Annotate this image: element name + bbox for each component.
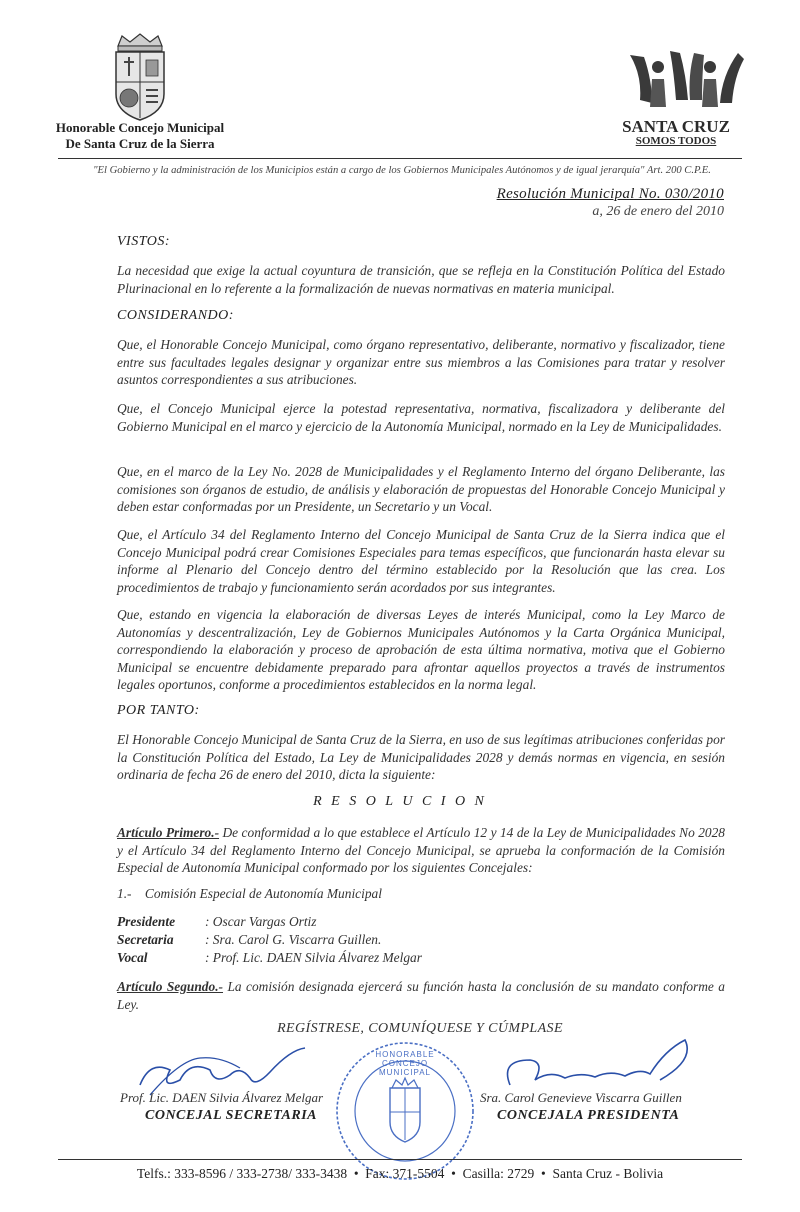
member-name: : Prof. Lic. DAEN Silvia Álvarez Melgar bbox=[205, 950, 422, 965]
considerando-paragraph: Que, el Artículo 34 del Reglamento Interno del Concejo Municipal de Santa Cruz de la Sierra indica que el Concejo Municipal podrá crear Comisiones Especiales para temas específicos, que funcionarán hasta elevar su informe al Plenario del Concejo dentro del término establecido por la Resolución que las crea. Los procedimientos de trabajo y funcionamiento serán acordados por sus integrantes. bbox=[117, 527, 725, 595]
council-crest bbox=[100, 32, 180, 124]
council-name-line1: Honorable Concejo Municipal bbox=[55, 120, 225, 135]
considerando-paragraph: Que, el Concejo Municipal ejerce la potestad representativa, normativa, fiscalizadora y deliberante del Gobierno Municipal en el marco y ejercicio de la Autonomía Municipal, normado en la Ley de Municipalidades. bbox=[117, 401, 725, 434]
member-role: Presidente bbox=[117, 914, 176, 929]
considerando-paragraph: Que, el Honorable Concejo Municipal, como órgano representativo, deliberante, normativo y fiscalizador, tiene entre sus facultades legales designar y organizar entre sus miembros a las Comisiones para tratar y resolver asuntos correspondientes a sus atribuciones. bbox=[117, 337, 725, 388]
commission-item: 1.- Comisión Especial de Autonomía Municipal bbox=[117, 886, 382, 901]
por-tanto-heading: POR TANTO: bbox=[117, 703, 200, 718]
closing-formula: REGÍSTRESE, COMUNÍQUESE Y CÚMPLASE bbox=[277, 1021, 563, 1036]
article-one bbox=[117, 824, 725, 877]
left-signatory-name: Prof. Lic. DAEN Silvia Álvarez Melgar bbox=[120, 1090, 324, 1105]
member-row-secretary bbox=[117, 932, 381, 948]
member-name: : Sra. Carol G. Viscarra Guillen. bbox=[205, 932, 382, 947]
footer-divider bbox=[58, 1159, 742, 1160]
article-one-text: De conformidad a lo que establece el Artículo 12 y 14 de la Ley de Municipalidades No 2028 y el Artículo 34 del Reglamento Interno del Concejo Municipal, se aprueba la conformación de la Comisión Especial de Autonomía Municipal conformado por los siguientes Concejales: bbox=[117, 825, 725, 876]
resolution-date: a, 26 de enero del 2010 bbox=[592, 204, 724, 219]
por-tanto-text: El Honorable Concejo Municipal de Santa Cruz de la Sierra, en uso de sus legítimas atribuciones conferidas por la Constitución Política del Estado, La Ley de Municipalidades 2028 y demás normas en vigencia, en sesión ordinaria de fecha 26 de enero del 2010, dicta la siguiente: bbox=[117, 732, 725, 783]
resolution-number: Resolución Municipal No. 030/2010 bbox=[496, 186, 724, 202]
crest-icon bbox=[100, 32, 180, 124]
considerando-paragraph: Que, en el marco de la Ley No. 2028 de Municipalidades y el Reglamento Interno del órgano Deliberante, las comisiones son órganos de estudio, de análisis y elaboración de propuestas del Honorable Concejo Municipal y deben estar conformadas por un Presidente, un Secretario y un Vocal. bbox=[117, 464, 725, 515]
santa-cruz-logo bbox=[618, 45, 748, 155]
member-name: : Oscar Vargas Ortiz bbox=[205, 914, 317, 929]
article-two bbox=[117, 978, 725, 1013]
vistos-heading: VISTOS: bbox=[117, 234, 171, 249]
constitution-quote: "El Gobierno y la administración de los Municipios están a cargo de los Gobiernos Municipales Autónomos y de igual jerarquía" Art. 200 C.P.E. bbox=[93, 165, 711, 176]
considerando-heading: CONSIDERANDO: bbox=[117, 308, 234, 323]
member-row-vocal bbox=[117, 950, 422, 966]
official-stamp bbox=[330, 1036, 480, 1186]
member-role: Secretaria bbox=[117, 932, 174, 947]
right-signatory-role: CONCEJALA PRESIDENTA bbox=[497, 1108, 680, 1123]
article-two-text: La comisión designada ejercerá su función hasta la conclusión de su mandato conforme a Ley. bbox=[117, 979, 725, 1012]
member-row-president bbox=[117, 914, 316, 930]
article-two-title: Artículo Segundo.- bbox=[117, 979, 224, 994]
vistos-text: La necesidad que exige la actual coyuntura de transición, que se refleja en la Constitución Política del Estado Plurinacional en lo referente a la formalización de nuevas normativas en materia municipal. bbox=[117, 263, 725, 296]
header-divider bbox=[58, 158, 742, 159]
brand-name: SANTA CRUZ bbox=[622, 117, 730, 136]
left-signatory-role: CONCEJAL SECRETARIA bbox=[145, 1108, 317, 1123]
council-name-line2: De Santa Cruz de la Sierra bbox=[65, 136, 215, 151]
brand-slogan: SOMOS TODOS bbox=[635, 135, 717, 147]
right-signatory-name: Sra. Carol Genevieve Viscarra Guillen bbox=[480, 1090, 682, 1105]
stamp-text: HONORABLE CONCEJO MUNICIPAL bbox=[375, 1050, 435, 1077]
resolucion-heading: R E S O L U C I O N bbox=[313, 794, 487, 809]
member-role: Vocal bbox=[117, 950, 148, 965]
footer-contact: Telfs.: 333-8596 / 333-2738/ 333-3438 • Fax: 371-5504 • Casilla: 2729 • Santa Cruz - Bolivia bbox=[136, 1166, 664, 1181]
people-figures-icon bbox=[618, 45, 748, 125]
considerando-paragraph: Que, estando en vigencia la elaboración de diversas Leyes de interés Municipal, como la Ley Marco de Autonomías y descentralización, Ley de Gobiernos Municipales Autónomos y la Carta Orgánica Municipal, correspondiendo la elaboración y proceso de aprobación de esta última normativa, motiva que el Gobierno Municipal se encuentre debidamente preparado para afrontar aquellos proyectos a través de instrumentos legales oportunos, conforme a procedimientos establecidos en la norma legal. bbox=[117, 607, 725, 693]
article-one-title: Artículo Primero.- bbox=[117, 825, 220, 840]
